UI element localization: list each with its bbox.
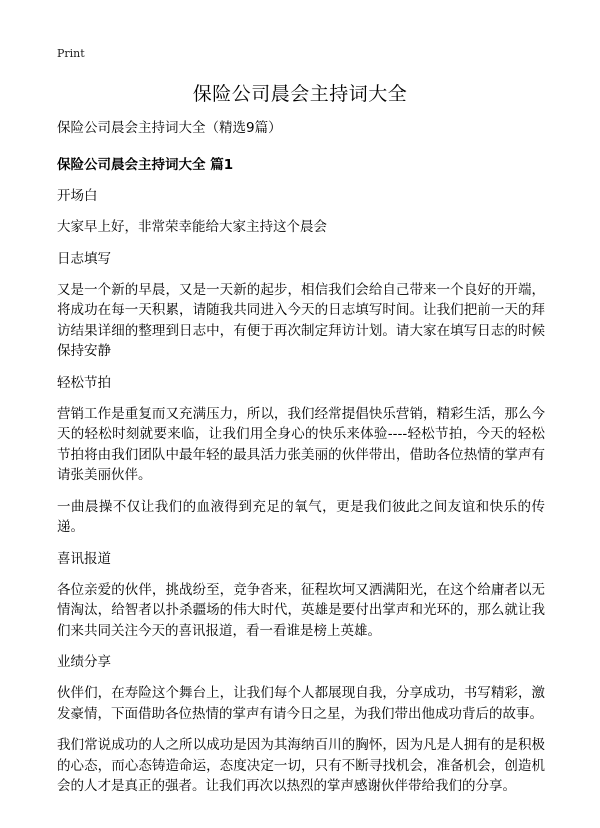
block-label-news: 喜讯报道 [57, 550, 111, 567]
block-label-share: 业绩分享 [57, 654, 111, 670]
block-label-relax: 轻松节拍 [57, 374, 111, 391]
paragraph-log: 又是一个新的早晨，又是一天新的起步，相信我们会给自己带来一个良好的开端，将成功在每一天积累，请随我共同进入今天的日志填写时间。让我们把前一天的拜访结果详细的整理到日志中，有便于再次制定拜访计划。请大家在填写日志的时候保持安静 [57, 281, 545, 359]
paragraph-relax-1: 营销工作是重复而又充满压力，所以，我们经常提倡快乐营销，精彩生活，那么今天的轻松时刻就要来临，让我们用全身心的快乐来体验----轻松节拍，今天的轻松节拍将由我们团队中最年轻的最具活力张美丽的伙伴带出，借助各位热情的掌声有请张美丽伙伴。 [57, 405, 545, 483]
paragraph-opening: 大家早上好，非常荣幸能给大家主持这个晨会 [57, 219, 327, 235]
section-heading: 保险公司晨会主持词大全 篇1 [57, 157, 234, 173]
print-label[interactable]: Print [57, 47, 85, 60]
paragraph-share-1: 伙伴们，在寿险这个舞台上，让我们每个人都展现自我，分享成功，书写精彩，激发豪情，下面借助各位热情的掌声有请今日之星，为我们带出他成功背后的故事。 [57, 685, 545, 722]
document-title: 保险公司晨会主持词大全 [192, 83, 408, 105]
block-label-opening: 开场白 [57, 188, 98, 204]
document-body [57, 118, 545, 808]
block-label-log: 日志填写 [57, 250, 111, 267]
paragraph-news: 各位亲爱的伙伴，挑战纷至，竞争沓来，征程坎坷又洒满阳光，在这个给庸者以无情淘汰，给智者以扑杀疆场的伟大时代，英雄是要付出掌声和光环的，那么就让我们来共同关注今天的喜讯报道，看一看谁是榜上英雄。 [57, 581, 545, 639]
paragraph-share-2: 我们常说成功的人之所以成功是因为其海纳百川的胸怀，因为凡是人拥有的是积极的心态，而心态铸造命运，态度决定一切，只有不断寻找机会，准备机会，创造机会的人才是真正的强者。让我们再次以热烈的掌声感谢伙伴带给我们的分享。 [57, 737, 545, 794]
paragraph-relax-2: 一曲晨操不仅让我们的血液得到充足的氧气，更是我们彼此之间友谊和快乐的传递。 [57, 498, 545, 535]
document-subtitle: 保险公司晨会主持词大全（精选9篇） [57, 120, 282, 136]
